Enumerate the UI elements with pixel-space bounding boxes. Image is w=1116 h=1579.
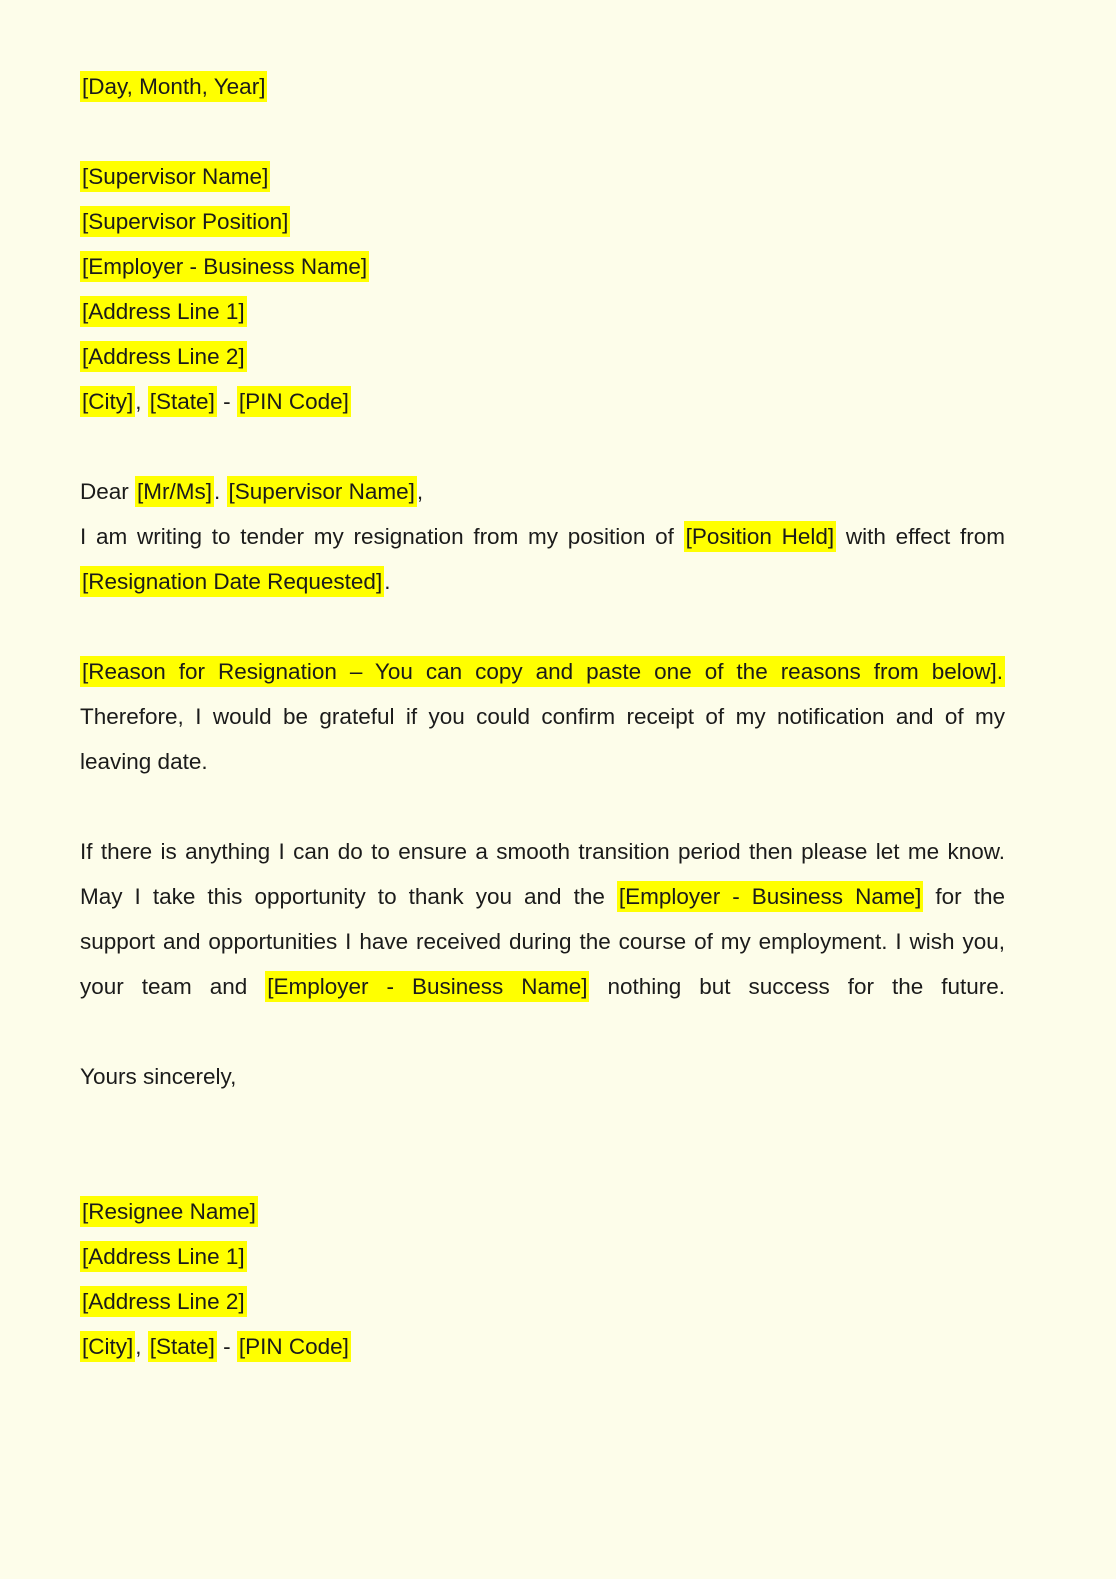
plain-text: - — [216, 389, 237, 414]
plain-text: for the — [923, 884, 1005, 909]
text-line — [80, 649, 1005, 694]
plain-text: with effect from — [836, 524, 1005, 549]
plain-text: nothing but success for the future. — [589, 974, 1005, 999]
highlighted-placeholder: [City] — [80, 386, 135, 417]
closing-line — [80, 1054, 1005, 1099]
plain-text: , — [135, 389, 148, 414]
text-line — [80, 874, 1005, 919]
text-line — [80, 154, 1005, 199]
plain-text: Dear — [80, 479, 136, 504]
highlighted-placeholder: [Mr/Ms] — [135, 476, 214, 507]
text-line — [80, 64, 1005, 109]
salutation-line — [80, 469, 1005, 514]
text-line — [80, 1279, 1005, 1324]
plain-text: support and opportunities I have received during the course of my employment. I wish you, — [80, 929, 1005, 954]
text-line — [80, 244, 1005, 289]
plain-text: . — [214, 479, 227, 504]
plain-text: Yours sincerely, — [80, 1064, 237, 1089]
signature-address-block — [80, 1189, 1005, 1369]
highlighted-placeholder: [Supervisor Name] — [227, 476, 417, 507]
text-line — [80, 694, 1005, 739]
text-line — [80, 829, 1005, 874]
highlighted-placeholder: [Position Held] — [684, 521, 837, 552]
text-line — [80, 514, 1005, 559]
text-line — [80, 289, 1005, 334]
highlighted-placeholder: [PIN Code] — [237, 386, 351, 417]
highlighted-placeholder: [Supervisor Name] — [80, 161, 270, 192]
text-line — [80, 919, 1005, 964]
text-line — [80, 334, 1005, 379]
plain-text: . — [384, 569, 391, 594]
text-line — [80, 379, 1005, 424]
plain-text: , — [416, 479, 424, 504]
plain-text: your team and — [80, 974, 266, 999]
highlighted-placeholder: [City] — [80, 1331, 135, 1362]
text-line — [80, 1189, 1005, 1234]
recipient-address-block — [80, 154, 1005, 424]
highlighted-placeholder: [State] — [148, 386, 217, 417]
plain-text: May I take this opportunity to thank you and the — [80, 884, 617, 909]
text-line — [80, 559, 1005, 604]
text-line — [80, 469, 1005, 514]
plain-text: Therefore, I would be grateful if you could confirm receipt of my notification and of my — [80, 704, 1005, 729]
highlighted-placeholder: [Address Line 1] — [80, 296, 247, 327]
highlighted-placeholder: [Employer - Business Name] — [265, 971, 589, 1002]
highlighted-placeholder: [Employer - Business Name] — [617, 881, 923, 912]
plain-text: - — [216, 1334, 237, 1359]
highlighted-placeholder: [State] — [148, 1331, 217, 1362]
highlighted-placeholder: [Resignation Date Requested] — [80, 566, 384, 597]
highlighted-placeholder: [Reason for Resignation – You can copy and paste one of the reasons from below]. — [80, 656, 1005, 687]
highlighted-placeholder: [Employer - Business Name] — [80, 251, 369, 282]
date-line — [80, 64, 1005, 109]
highlighted-placeholder: [Address Line 2] — [80, 1286, 247, 1317]
highlighted-placeholder: [Supervisor Position] — [80, 206, 290, 237]
plain-text: I am writing to tender my resignation from my position of — [80, 524, 684, 549]
text-line — [80, 1054, 1005, 1099]
plain-text: If there is anything I can do to ensure a smooth transition period then please let me know. — [80, 839, 1005, 864]
text-line — [80, 199, 1005, 244]
highlighted-placeholder: [PIN Code] — [237, 1331, 351, 1362]
highlighted-placeholder: [Day, Month, Year] — [80, 71, 267, 102]
highlighted-placeholder: [Resignee Name] — [80, 1196, 258, 1227]
body-paragraph-opening — [80, 514, 1005, 604]
plain-text: leaving date. — [80, 749, 208, 774]
highlighted-placeholder: [Address Line 1] — [80, 1241, 247, 1272]
body-paragraph-transition — [80, 829, 1005, 1009]
text-line — [80, 739, 1005, 784]
plain-text: , — [135, 1334, 148, 1359]
text-line — [80, 1324, 1005, 1369]
body-paragraph-reason — [80, 649, 1005, 784]
text-line — [80, 964, 1005, 1009]
text-line — [80, 1234, 1005, 1279]
highlighted-placeholder: [Address Line 2] — [80, 341, 247, 372]
